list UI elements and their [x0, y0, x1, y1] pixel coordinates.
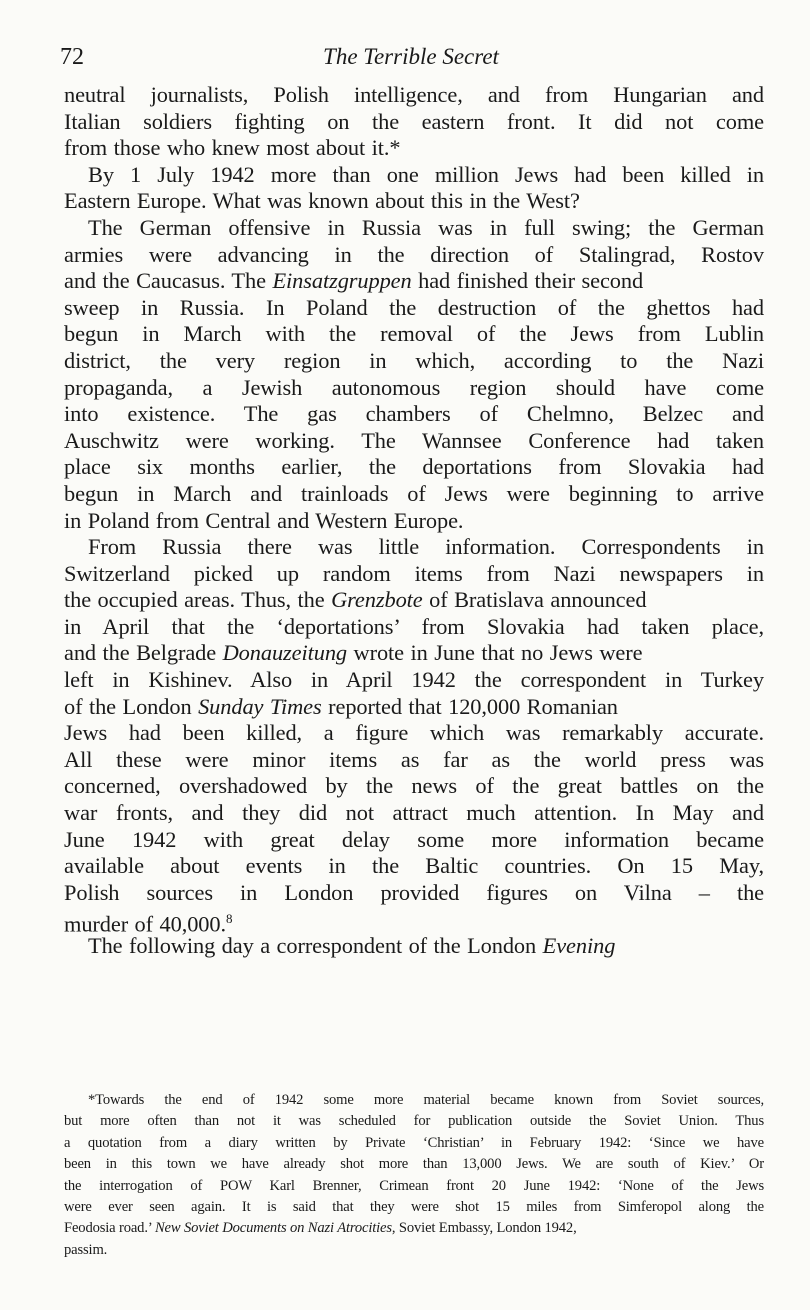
- text-run: and the Caucasus. The: [64, 268, 273, 294]
- text-run: The following day a correspondent of the London: [88, 933, 543, 958]
- footnote-line: [64, 1218, 764, 1239]
- text-line: Polish sources in London provided figures on Vilna – the: [64, 879, 764, 905]
- text-run: of the London: [64, 693, 199, 719]
- text-line: district, the very region in which, according to the Nazi: [64, 347, 764, 373]
- text-line: neutral journalists, Polish intelligence, and from Hungarian and: [64, 82, 764, 107]
- text-line: [64, 906, 764, 937]
- text-run: murder of 40,000.: [64, 911, 226, 937]
- text-line: in Poland from Central and Western Europe.: [64, 507, 464, 533]
- text-line: armies were advancing in the direction of Stalingrad, Rostov: [64, 241, 764, 267]
- text-line: Italian soldiers fighting on the eastern front. It did not come: [64, 108, 764, 134]
- footnote-line: *Towards the end of 1942 some more material became known from Soviet sources,: [88, 1092, 764, 1108]
- italic-term: Evening: [542, 933, 616, 958]
- footnote-line: a quotation from a diary written by Private ‘Christian’ in February 1942: ‘Since we have: [64, 1134, 764, 1151]
- text-line: war fronts, and they did not attract much attention. In May and: [64, 800, 764, 826]
- body-text: [64, 82, 764, 960]
- text-line: Jews had been killed, a figure which was remarkably accurate.: [64, 720, 764, 746]
- text-run: , Soviet Embassy, London 1942,: [391, 1220, 577, 1237]
- italic-term: Sunday Times: [198, 693, 322, 719]
- page-number: 72: [60, 44, 84, 70]
- text-run: wrote in June that no Jews were: [347, 640, 643, 666]
- italic-term: Grenzbote: [331, 587, 423, 613]
- text-line: sweep in Russia. In Poland the destruction of the ghettos had: [64, 294, 764, 320]
- text-line: propaganda, a Jewish autonomous region should have come: [64, 374, 764, 400]
- italic-title: New Soviet Documents on Nazi Atrocities: [154, 1220, 392, 1237]
- footnote-line: passim.: [64, 1241, 108, 1258]
- text-line: from those who knew most about it.*: [64, 135, 401, 161]
- text-line: June 1942 with great delay some more information became: [64, 826, 764, 852]
- text-run: had finished their second: [411, 268, 644, 294]
- text-line: [64, 640, 764, 667]
- footnote-line: the interrogation of POW Karl Brenner, Crimean front 20 June 1942: ‘None of the Jews: [64, 1177, 764, 1194]
- italic-term: Einsatzgruppen: [272, 268, 412, 294]
- running-title: The Terrible Secret: [323, 44, 499, 69]
- text-line: place six months earlier, the deportations from Slovakia had: [64, 454, 764, 480]
- text-line: [64, 268, 764, 295]
- text-line: into existence. The gas chambers of Chelmno, Belzec and: [64, 401, 764, 427]
- text-line: begun in March with the removal of the Jews from Lublin: [64, 321, 764, 347]
- text-line: [64, 933, 764, 960]
- text-line: The German offensive in Russia was in full swing; the German: [88, 214, 764, 240]
- text-line: Eastern Europe. What was known about this in the West?: [64, 188, 580, 214]
- footnote-marker: 8: [225, 911, 233, 927]
- text-run: Feodosia road.’: [64, 1220, 155, 1237]
- text-line: in April that the ‘deportations’ from Slovakia had taken place,: [64, 613, 764, 639]
- italic-term: Donauzeitung: [222, 640, 348, 666]
- text-line: Switzerland picked up random items from Nazi newspapers in: [64, 560, 764, 586]
- footnote-line: but more often than not it was scheduled for publication outside the Soviet Union. Thus: [64, 1113, 764, 1130]
- text-line: All these were minor items as far as the world press was: [64, 746, 764, 772]
- text-line: Auschwitz were working. The Wannsee Conference had taken: [64, 427, 764, 453]
- footnote: [64, 1090, 764, 1261]
- text-run: the occupied areas. Thus, the: [64, 587, 332, 613]
- page-header: [60, 40, 762, 74]
- text-line: From Russia there was little information. Correspondents in: [88, 534, 764, 560]
- text-line: left in Kishinev. Also in April 1942 the correspondent in Turkey: [64, 667, 764, 693]
- text-run: reported that 120,000 Romanian: [321, 693, 618, 719]
- text-run: and the Belgrade: [64, 640, 223, 666]
- footnote-line: were ever seen again. It is said that they were shot 15 miles from Simferopol along the: [64, 1198, 764, 1215]
- text-run: of Bratislava announced: [422, 587, 647, 613]
- text-line: available about events in the Baltic countries. On 15 May,: [64, 853, 764, 879]
- footnote-line: been in this town we have already shot more than 13,000 Jews. We are south of Kiev.’ Or: [64, 1156, 764, 1173]
- text-line: [64, 694, 764, 721]
- text-line: concerned, overshadowed by the news of the great battles on the: [64, 773, 764, 799]
- text-line: [64, 587, 764, 614]
- text-line: begun in March and trainloads of Jews were beginning to arrive: [64, 480, 764, 506]
- text-line: By 1 July 1942 more than one million Jews had been killed in: [88, 161, 764, 187]
